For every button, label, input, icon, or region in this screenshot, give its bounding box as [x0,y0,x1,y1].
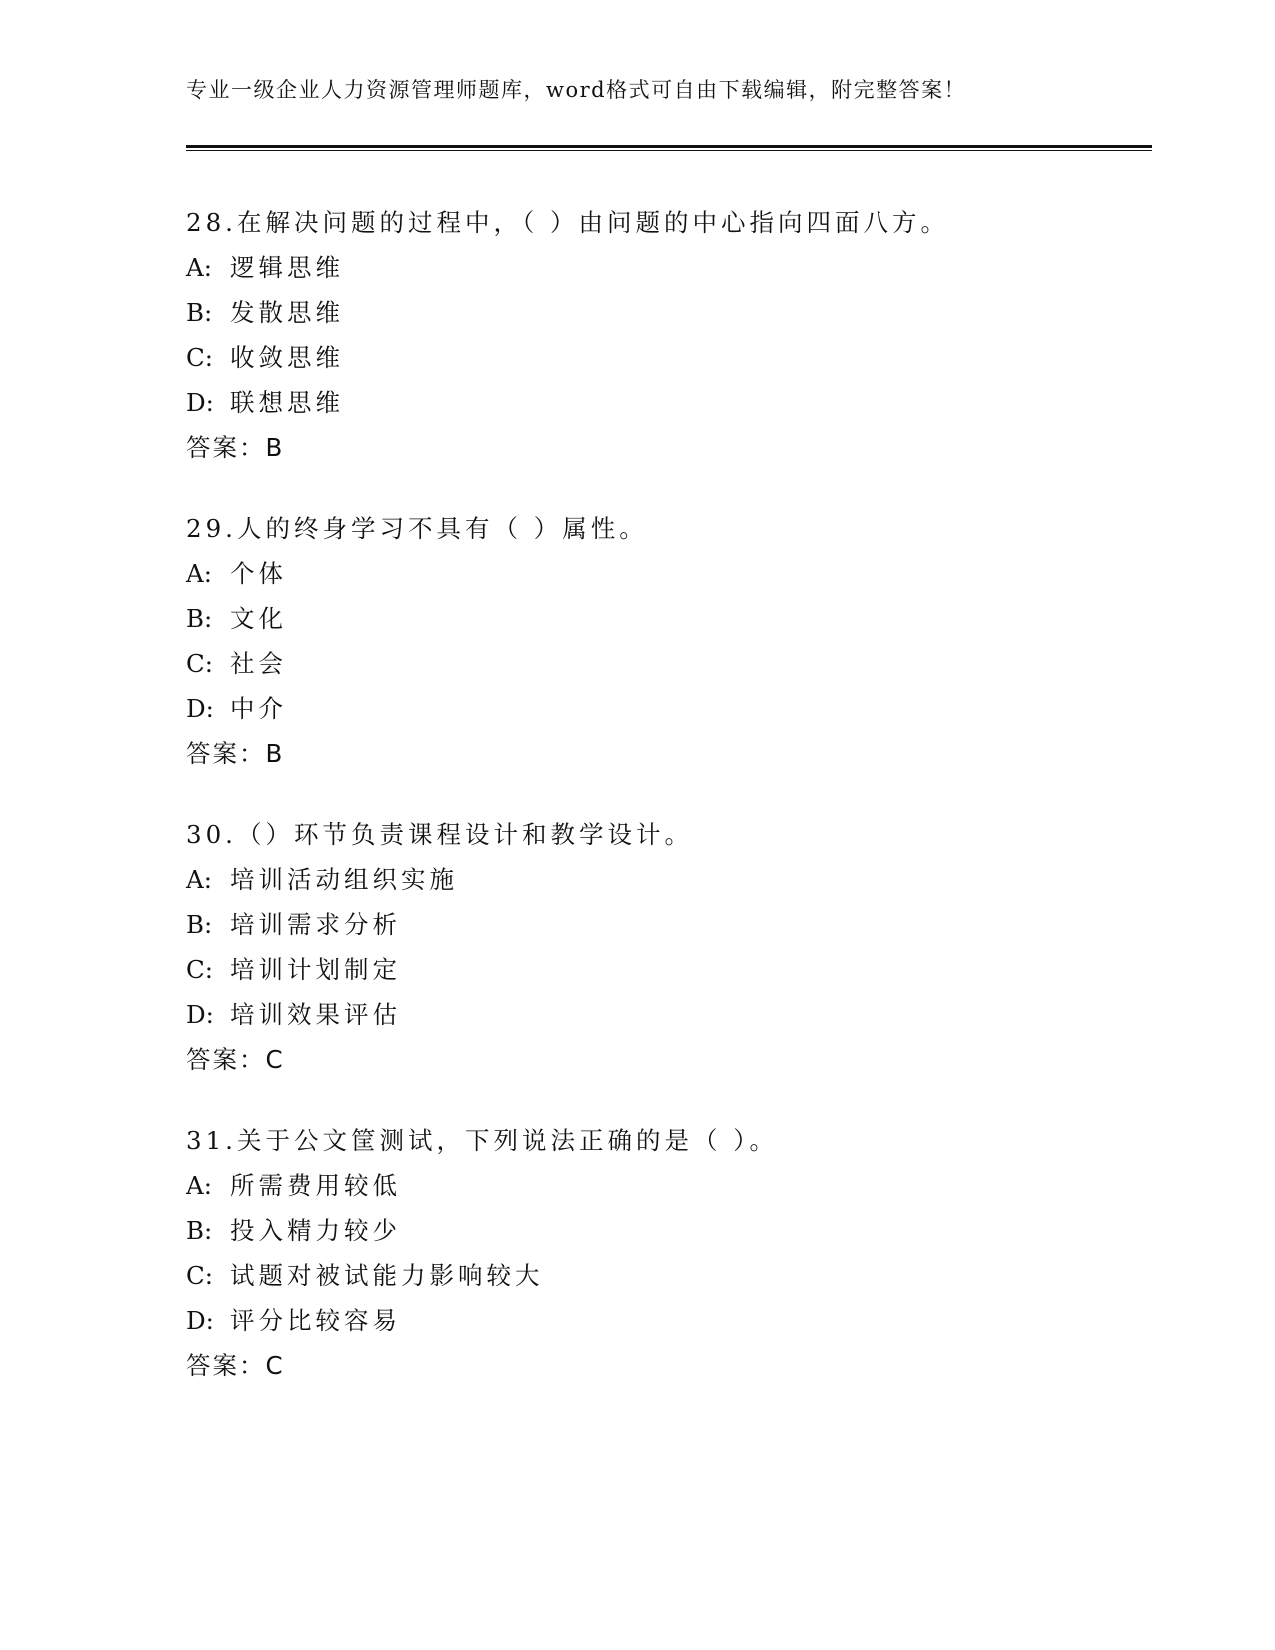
option-text: 逻辑思维 [230,253,344,282]
question-list [186,200,1146,1424]
question-30 [186,812,1146,1082]
option-text: 培训活动组织实施 [230,865,458,894]
option-text: 社会 [230,649,287,678]
option-b [186,1208,1146,1253]
option-text: 试题对被试能力影响较大 [230,1261,544,1290]
question-stem: 28.在解决问题的过程中，（ ）由问题的中心指向四面八方。 [186,208,949,237]
option-label: A: [186,253,212,282]
question-31 [186,1118,1146,1388]
option-text: 培训计划制定 [230,955,401,984]
option-text: 培训效果评估 [230,1000,401,1029]
option-text: 所需费用较低 [230,1171,401,1200]
option-a [186,551,1146,596]
option-d [186,992,1146,1037]
option-d [186,380,1146,425]
question-stem: 29.人的终身学习不具有（ ）属性。 [186,514,648,543]
option-b [186,290,1146,335]
option-label: D: [186,388,214,417]
option-label: C: [186,649,214,678]
option-text: 联想思维 [230,388,344,417]
option-c [186,1253,1146,1298]
option-label: B: [186,298,213,327]
answer: 答案：C [186,1351,285,1380]
option-label: A: [186,865,212,894]
option-label: C: [186,1261,214,1290]
option-d [186,686,1146,731]
option-label: A: [186,1171,212,1200]
option-label: A: [186,559,212,588]
option-text: 收敛思维 [230,343,344,372]
option-text: 培训需求分析 [230,910,401,939]
option-text: 评分比较容易 [230,1306,401,1335]
header-divider [186,145,1152,151]
option-label: C: [186,955,214,984]
option-a [186,245,1146,290]
option-a [186,857,1146,902]
option-label: C: [186,343,214,372]
option-label: D: [186,1306,214,1335]
question-29 [186,506,1146,776]
option-c [186,641,1146,686]
option-d [186,1298,1146,1343]
option-label: D: [186,1000,214,1029]
answer: 答案：B [186,433,285,462]
option-label: B: [186,604,213,633]
answer: 答案：B [186,739,285,768]
option-text: 投入精力较少 [230,1216,401,1245]
option-a [186,1163,1146,1208]
option-text: 文化 [230,604,287,633]
option-label: B: [186,910,213,939]
page-header: 专业一级企业人力资源管理师题库，word格式可自由下载编辑，附完整答案！ [186,78,967,102]
option-c [186,947,1146,992]
option-text: 中介 [230,694,287,723]
option-label: D: [186,694,214,723]
answer: 答案：C [186,1045,285,1074]
question-28 [186,200,1146,470]
question-stem: 31.关于公文筐测试，下列说法正确的是（ ）。 [186,1126,778,1155]
option-c [186,335,1146,380]
option-label: B: [186,1216,213,1245]
option-b [186,902,1146,947]
option-b [186,596,1146,641]
option-text: 个体 [230,559,287,588]
option-text: 发散思维 [230,298,344,327]
question-stem: 30.（）环节负责课程设计和教学设计。 [186,820,693,849]
